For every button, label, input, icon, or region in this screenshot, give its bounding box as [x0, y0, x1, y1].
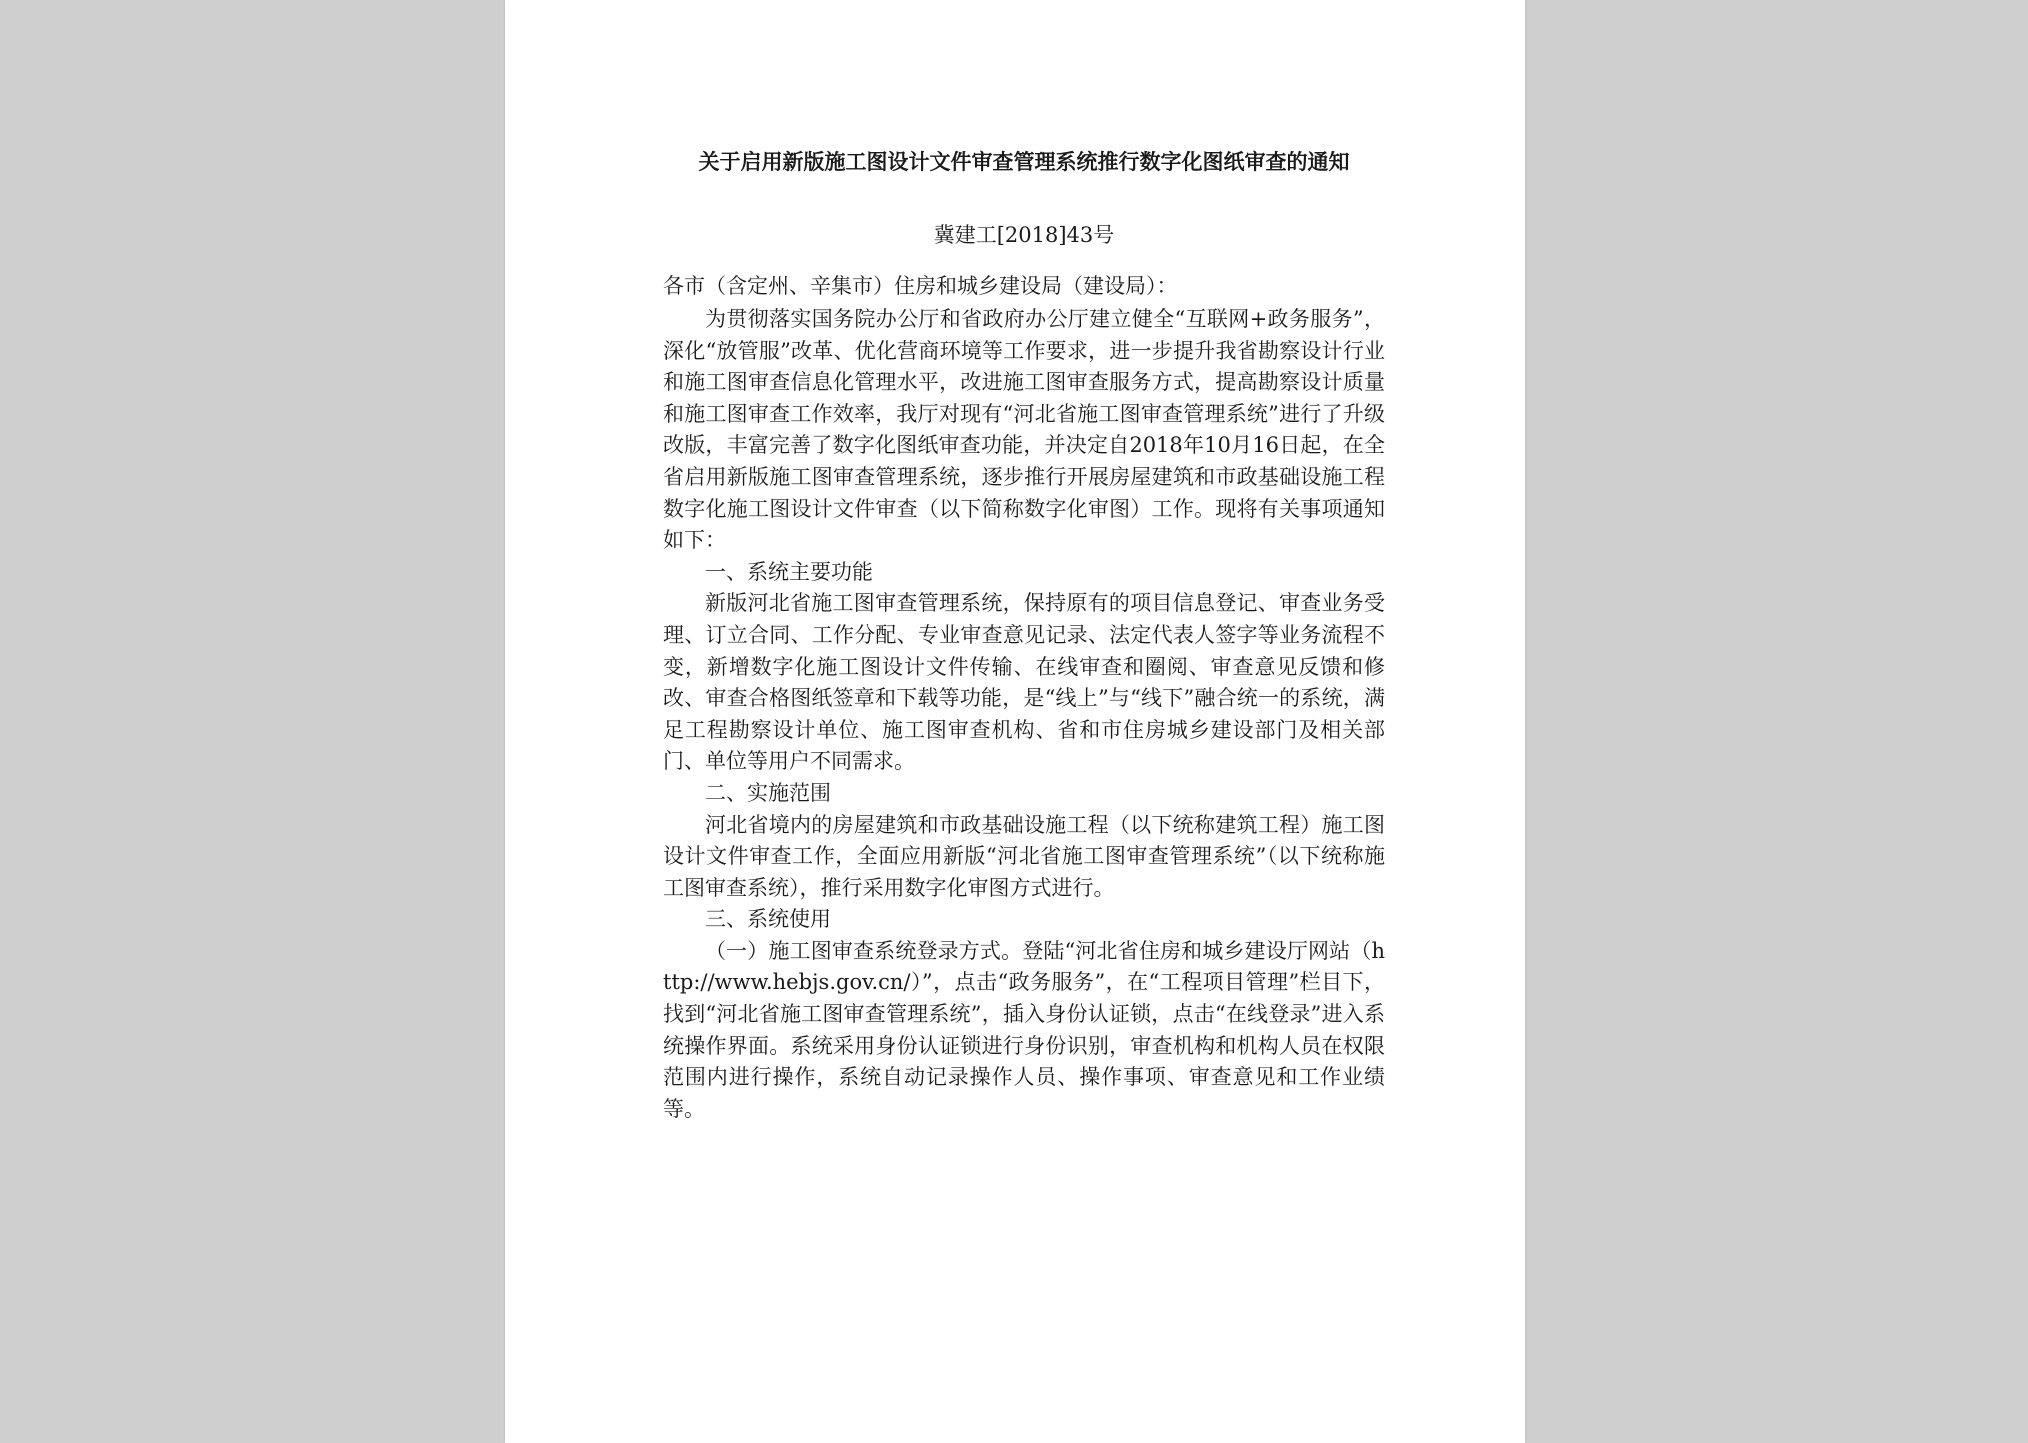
section-3-body: （一）施工图审查系统登录方式。登陆“河北省住房和城乡建设厅网站（http://www.hebjs.gov.cn/）”，点击“政务服务”，在“工程项目管理”栏目下，找到“河北省施工图审查管理系统”，插入身份认证锁，点击“在线登录”进入系统操作界面。系统采用身份认证锁进行身份识别，审查机构和机构人员在权限范围内进行操作，系统自动记录操作人员、操作事项、审查意见和工作业绩等。: [663, 938, 1385, 1121]
intro-paragraph: 为贯彻落实国务院办公厅和省政府办公厅建立健全“互联网+政务服务”，深化“放管服”改革、优化营商环境等工作要求，进一步提升我省勘察设计行业和施工图审查信息化管理水平，改进施工图审查服务方式，提高勘察设计质量和施工图审查工作效率，我厅对现有“河北省施工图审查管理系统”进行了升级改版，丰富完善了数字化图纸审查功能，并决定自2018年10月16日起，在全省启用新版施工图审查管理系统，逐步推行开展房屋建筑和市政基础设施工程数字化施工图设计文件审查（以下简称数字化审图）工作。现将有关事项通知如下：: [663, 307, 1385, 553]
salutation: 各市（含定州、辛集市）住房和城乡建设局（建设局）：: [663, 274, 1178, 298]
document-number: 冀建工[2018]43号: [933, 223, 1115, 247]
section-1-body: 新版河北省施工图审查管理系统，保持原有的项目信息登记、审查业务受理、订立合同、工作分配、专业审查意见记录、法定代表人签字等业务流程不变，新增数字化施工图设计文件传输、在线审查和圈阅、审查意见反馈和修改、审查合格图纸签章和下载等功能，是“线上”与“线下”融合统一的系统，满足工程勘察设计单位、施工图审查机构、省和市住房城乡建设部门及相关部门、单位等用户不同需求。: [663, 591, 1385, 774]
document-page: [505, 0, 1525, 1443]
section-2-body: 河北省境内的房屋建筑和市政基础设施工程（以下统称建筑工程）施工图设计文件审查工作，全面应用新版“河北省施工图审查管理系统”（以下统称施工图审查系统），推行采用数字化审图方式进行。: [663, 812, 1385, 900]
document-content: [663, 146, 1385, 1125]
section-2-heading: 二、实施范围: [705, 780, 831, 805]
document-title: 关于启用新版施工图设计文件审查管理系统推行数字化图纸审查的通知: [698, 149, 1350, 174]
section-1-heading: 一、系统主要功能: [705, 559, 873, 584]
section-3-heading: 三、系统使用: [705, 907, 831, 932]
